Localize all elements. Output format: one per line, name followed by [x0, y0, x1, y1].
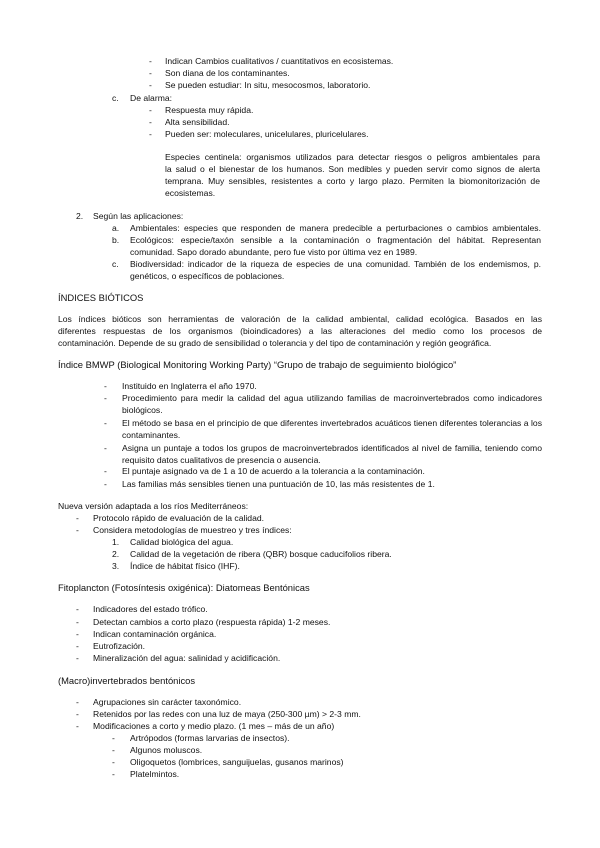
bullet-dash: -	[104, 381, 107, 391]
list-item: Eutrofización.	[93, 641, 146, 651]
list-item: Mineralización del agua: salinidad y acidificación.	[93, 653, 281, 663]
list-item: Asigna un puntaje a todos los grupos de macroinvertebrados identificados al nivel de familia, teniendo como	[122, 443, 542, 453]
bullet-dash: -	[76, 641, 79, 651]
section-heading: Nueva versión adaptada a los ríos Mediterráneos:	[58, 501, 249, 511]
section-heading: ÍNDICES BIÓTICOS	[58, 292, 144, 303]
list-marker: c.	[112, 93, 119, 103]
bullet-dash: -	[76, 513, 79, 523]
list-item: Son diana de los contaminantes.	[165, 68, 290, 78]
list-item: Agrupaciones sin carácter taxonómico.	[93, 697, 242, 707]
bullet-dash: -	[76, 629, 79, 639]
list-item-continuation: comunidad. Sapo dorado abundante, pero fue visto por última vez en 1989.	[130, 247, 418, 257]
list-marker: a.	[112, 223, 120, 233]
bullet-dash: -	[76, 525, 79, 535]
sub-list-item: Índice de hábitat físico (IHF).	[130, 561, 240, 571]
bullet-dash: -	[149, 105, 152, 115]
bullet-dash: -	[112, 733, 115, 743]
sub-list-item: Oligoquetos (lombrices, sanguijuelas, gusanos marinos)	[130, 757, 344, 767]
bullet-dash: -	[104, 393, 107, 403]
list-item: Indican Cambios cualitativos / cuantitativos en ecosistemas.	[165, 56, 394, 66]
bullet-dash: -	[104, 443, 107, 453]
paragraph-line: Especies centinela: organismos utilizados para detectar riesgos o peligros ambientales para	[165, 152, 540, 162]
list-item-continuation: biológicos.	[122, 405, 163, 415]
bullet-dash: -	[104, 479, 107, 489]
paragraph-line: diferentes respuestas de los organismos (bioindicadores) a las alteraciones del medio como los procesos de	[58, 326, 542, 336]
sub-list-item: Algunos moluscos.	[130, 745, 203, 755]
bullet-dash: -	[76, 604, 79, 614]
bullet-dash: -	[76, 617, 79, 627]
bullet-dash: -	[76, 709, 79, 719]
list-item: Detectan cambios a corto plazo (respuesta rápida) 1-2 meses.	[93, 617, 331, 627]
list-item: Indican contaminación orgánica.	[93, 629, 217, 639]
list-item: El puntaje asignado va de 1 a 10 de acuerdo a la tolerancia a la contaminación.	[122, 466, 425, 476]
bullet-dash: -	[104, 418, 107, 428]
sub-list-item: Calidad de la vegetación de ribera (QBR) bosque caducifolios ribera.	[130, 549, 392, 559]
bullet-dash: -	[149, 117, 152, 127]
list-marker: b.	[112, 235, 120, 245]
list-marker: 3.	[112, 561, 120, 571]
list-item: Alta sensibilidad.	[165, 117, 230, 127]
list-marker: c.	[112, 259, 119, 269]
list-item: Retenidos por las redes con una luz de maya (250-300 µm) > 2-3 mm.	[93, 709, 361, 719]
list-item: Biodiversidad: indicador de la riqueza de especies de una comunidad. También de los endemismos, p.	[130, 259, 541, 269]
list-item-continuation: requisito datos cualitativos de presencia o ausencia.	[122, 455, 321, 465]
list-item-continuation: genéticos, o específicos de poblaciones.	[130, 271, 285, 281]
alarma-label: De alarma:	[130, 93, 173, 103]
list-item: Instituido en Inglaterra el año 1970.	[122, 381, 257, 391]
list-item-continuation: contaminantes.	[122, 430, 181, 440]
list-marker: 1.	[112, 537, 120, 547]
bullet-dash: -	[104, 466, 107, 476]
paragraph-line: Los índices bióticos son herramientas de valoración de la calidad ambiental, calidad ecológica. Basados en las	[58, 314, 542, 324]
aplicaciones-label: Según las aplicaciones:	[93, 211, 184, 221]
bullet-dash: -	[76, 653, 79, 663]
list-marker: 2.	[112, 549, 120, 559]
paragraph-line: temprana. Muy sensibles, resistentes a corto y largo plazo. Permiten la biomonitorización de	[165, 176, 540, 186]
bullet-dash: -	[112, 745, 115, 755]
list-item: Procedimiento para medir la calidad del agua utilizando familias de macroinvertebrados como indicadores	[122, 393, 542, 403]
list-item: Modificaciones a corto y medio plazo. (1 mes – más de un año)	[93, 721, 335, 731]
list-item: Considera metodologías de muestreo y tres índices:	[93, 525, 292, 535]
paragraph-line: ecosistemas.	[165, 188, 216, 198]
bullet-dash: -	[76, 721, 79, 731]
list-item: Protocolo rápido de evaluación de la calidad.	[93, 513, 265, 523]
sub-list-item: Calidad biológica del agua.	[130, 537, 234, 547]
paragraph-line: la salud o el bienestar de los humanos. Son medibles y pueden servir como signos de alerta	[165, 164, 540, 174]
section-heading: Fitoplancton (Fotosíntesis oxigénica): Diatomeas Bentónicas	[58, 582, 310, 593]
bullet-dash: -	[149, 68, 152, 78]
bullet-dash: -	[76, 697, 79, 707]
bullet-dash: -	[149, 56, 152, 66]
sub-list-item: Platelmintos.	[130, 769, 180, 779]
sub-list-item: Artrópodos (formas larvarias de insectos).	[130, 733, 290, 743]
list-item: Ambientales: especies que responden de manera predecible a perturbaciones o cambios ambientales.	[130, 223, 541, 233]
bullet-dash: -	[149, 80, 152, 90]
bullet-dash: -	[149, 129, 152, 139]
paragraph-line: contaminación. Depende de su grado de sensibilidad o tolerancia y del tipo de contaminación y región geográfica.	[58, 338, 492, 348]
list-item: Las familias más sensibles tienen una puntuación de 10, las más resistentes de 1.	[122, 479, 435, 489]
list-item: El método se basa en el principio de que diferentes invertebrados acuáticos tienen diferentes tolerancias a los	[122, 418, 542, 428]
list-marker: 2.	[76, 211, 84, 221]
bullet-dash: -	[112, 757, 115, 767]
section-heading: Índice BMWP (Biological Monitoring Working Party) “Grupo de trabajo de seguimiento biológico”	[58, 359, 457, 370]
list-item: Pueden ser: moleculares, unicelulares, pluricelulares.	[165, 129, 369, 139]
list-item: Ecológicos: especie/taxón sensible a la contaminación o fragmentación del hábitat. Representan	[130, 235, 541, 245]
bullet-dash: -	[112, 769, 115, 779]
section-heading: (Macro)invertebrados bentónicos	[58, 675, 196, 686]
list-item: Indicadores del estado trófico.	[93, 604, 208, 614]
list-item: Respuesta muy rápida.	[165, 105, 254, 115]
list-item: Se pueden estudiar: In situ, mesocosmos, laboratorio.	[165, 80, 371, 90]
